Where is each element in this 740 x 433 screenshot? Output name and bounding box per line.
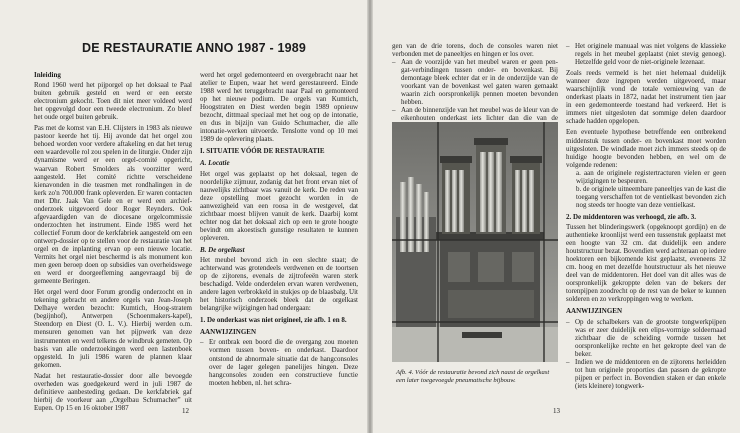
reason-list (566, 169, 726, 209)
paragraph: Nadat het restauratie-dossier door alle bevoegde overheden was goedgekeurd werd in juli 1987 de definitieve aanbesteding gedaan. De kerkfabriek gaf hierbij de voorkeur aan „Orgelbau Schumacher” uit Eupen. Op 15 en 16 oktober 1987 (34, 371, 192, 412)
paragraph: gen van de drie torens, doch de consoles waren niet verbonden met de paneeltjes en hingen er los over. (392, 42, 558, 59)
organ-photo (392, 122, 558, 362)
reason-item: b. de originele uitneembare paneeltjes van de kast die toegang verschaffen tot de ventielkast bevonden zich nog steeds ter hoogte van deze ventielkast. (576, 184, 726, 209)
list-item: – Op de schalbekers van de grootste tongwerkpijpen was er zeer duidelijk een elips-vormige soldeernaad zichtbaar die de scheiding vormde tussen het oorspronkelijke rechte en het gekropte deel van de beker. (566, 318, 726, 358)
page-title: DE RESTAURATIE ANNO 1987 - 1989 (82, 41, 307, 55)
organ-case-image (392, 122, 558, 362)
column-3 (392, 42, 558, 122)
heading-aanwijzingen: AANWIJZINGEN (200, 328, 257, 337)
list-item: – Het originele manuaal was niet volgens de klassieke regels in het meubel geplaatst (niet stevig genoeg). Hetzelfde geld voor de niet-originele lezenaar. (566, 42, 726, 66)
list-item: – Er ontbrak een boord die de overgang zou moeten vormen tussen boven- en onderkast. Daardoor ontstond de abnormale situatie dat de hangconsoles over de lager gelegen panelijjes hingen. Deze hangconsoles zouden een constructieve functie moeten hebben, nl. het schra- (200, 338, 358, 386)
section-heading-situatie: I. SITUATIE VÓÓR DE RESTAURATIE (200, 147, 325, 156)
paragraph: werd het orgel gedemonteerd en overgebracht naar het atelier te Eupen, waar het werd gerestaureerd. Einde 1988 werd het teruggebracht naar Paal en gemonteerd op het nieuwe podium. De orgels van Kumtich, Hoogstraten en Diest werden begin 1989 opnieuw bezocht, dittmaal speciaal met het oog op de intonatie, en dus in bijzijn van Guido Schumacher, die alle intonatie-werken uitvoerde. Tenslotte vond op 10 mei 1989 de oplevering plaats. (200, 71, 358, 144)
paragraph: Een eventuele hypothese betreffende een ontbrekend middenstuk tussen onder- en bovenkast moet worden uitgesloten. De windlade moet zich immers steeds op de huidige hoogte bevonden hebben, en wel om de volgende redenen: (566, 128, 726, 169)
paragraph: Het orgel was geplaatst op het doksaal, tegen de noordelijke zijmuur, zodanig dat het front ervan niet of nauwelijks zichtbaar was vanuit de kerk. De reden van deze opstelling moet gezocht worden in de aanwezigheid van een roosa in de westgevel, dat zichtbaar moest blijven vanuit de kerk. Daarbij komt echter nog dat het doksaal zich op een te grote hoogte bevindt om akoestisch gunstige resultaten te kunnen opleveren. (200, 169, 358, 242)
subheading-locatie: A. Locatie (200, 159, 230, 168)
figure-caption: Afb. 4. Vóór de restauratie bevond zich naast de orgelkast een later toegevoegde pneumatische bijbouw. (396, 369, 550, 384)
book-gutter (367, 0, 373, 433)
bullet-list (566, 318, 726, 390)
list-item: – Indien we de middentoren en de zijtorens herleidden tot hun originele proporties dan passen de gekropte pijpen er perfect in. Bovendien staken er dan enkele (iets kleinere) tongwerk- (566, 358, 726, 390)
page-number-right: 13 (553, 407, 560, 415)
subheading-orgelkast: B. De orgelkast (200, 245, 245, 254)
list-item: – Aan de voorzijde van het meubel waren er geen pen-gat-verbindingen tussen onder- en bovenkast. Bij demontage bleek echter dat er in de onderzijde van de voorkant van de bovenkast wel gaten waren gemaakt waarin zich oorspronkelijk pennen moeten bevonden hebben. (392, 58, 558, 106)
reason-item: a. aan de originele registertracturen vielen er geen wijzigingen te bespeuren. (576, 168, 726, 185)
column-2 (200, 71, 358, 406)
numbered-heading-onderkast: 1. De onderkast was niet origineel, zie afb. 1 en 8. (200, 316, 347, 325)
paragraph: Rond 1960 werd het pijporgel op het doksaal te Paal buiten gebruik gesteld en werd er een eerste electronium gekocht. Toen dit niet meer voldeed werd het opgevolgd door een tweede electronium. Zo bleef het oude orgel buiten gebruik. (34, 81, 192, 122)
paragraph: Pas met de komst van E.H. Clijsters in 1983 als nieuwe pastoor keerde het tij. Hij avonde dat het orgel zou behoed worden voor verdere aftakeling en dat het terug een waardevolle rol zou spelen in de liturgie. Onder zijn dynamisme werd er een orgel-comité opgericht, waarvan Robert Smolders als voorzitter werd aangesteld. Het comité richtte verscheidene kienavonden in die teasmen met rondhalingen in de kerk zo'n 700.000 frank opleverden. Er waren contacten met Dhr. Jaak Van Gele en er werd een archief-onderzoek uitgevoerd door Roger Reynders. Ook afgevaardigden van de diocesane orgelcommissie onderzochten het instrument. Einde 1985 werd het collectief Forum door de kerkfabriek aangesteld om een ontwerp-dossier op te stellen voor de restauratie van het orgel en de inplanting ervan op een nieuwe locatie. Vermits het orgel niet beschermd is als monument kon men geen beroep doen op subsidies van overheidswege en werd er doorgeefleming aangevraagd bij de gemeente Beringen. (34, 124, 192, 286)
numbered-heading-middentoren: 2. De middentoren was verhoogd, zie afb. 3. (566, 212, 696, 221)
paragraph: Het orgel werd door Forum grondig onderzocht en in tekening gebracht en andere orgels van Jean-Joseph Delhaye werden bezocht: Kumtich, Hoog-stratem (begijnhof), Antwerpen (Schoenmakers-kapel), Steendorp en Diest (O. L. V.). Hierbij werden o.m. mensuren genomen van het pijpwerk van deze instrumenten en werd telkens de windbruk gemeten. Op basis van alle onderzoekingen werd een lastenboek opgesteld. In juli 1986 waren de plannen klaar gekomen. (34, 288, 192, 369)
heading-aanwijzingen: AANWIJZINGEN (566, 307, 623, 316)
bullet-list (200, 338, 358, 386)
paragraph: Het meubel bevond zich in een slechte staat; de achterwand was grotendeels verdwenen en de toortsen op de zijtorens, evenals de zijtrofeeën waren sterk beschadigd. Velde onderdelen ervan waren verdwenen, andere lagen verbrokkeld in stukjes op de blaasbalg. Uit het historisch onderzoek bleek dat de orgelkast belangrijke wijzigingen had ondergaan: (200, 255, 358, 313)
paragraph: Zoals reeds vermeld is het niet helemaal duidelijk wanneer deze ingrepen werden uitgevoerd, maar waarschijnlijk vond de totale vernieuwing van de onderkast plaats in 1872, nadat het instrument tien jaar in een gedemonteerde toestand had verkeerd. Het is immers niet uitgesloten dat sommige delen daardoor schade hadden opgelopen. (566, 69, 726, 126)
list-item: – Aan de binnenzijde van het meubel was de kleur van de eikenhouten onderkast iets lichter dan die van de (392, 106, 558, 138)
column-4 (566, 42, 726, 406)
page-number-left: 12 (182, 407, 189, 415)
section-heading-inleiding: Inleiding (34, 71, 61, 79)
bullet-list (566, 42, 726, 66)
paragraph: Tussen het blinderingswerk (opgeknoopt gordijn) en de authentieke kroonlijst werd een tussenstuk geplaatst met een hoogte van 32 cm. dat duidelijk een andere houtstructuur bezat. Bovendien werd achteraan op iedere hoektoren een bijkomende kist geplaatst, eveneens 32 cm. hoog en met dezelfde houtstructuur als het nieuwe deel van de middentoren. Het doel van dit alles was de oorspronkelijk gekroppte delen van de bekers der torenpijpen zoodrecht op de rest van de beker te kunnen solderen en zo verkroppingen weg te werken. (566, 222, 726, 304)
